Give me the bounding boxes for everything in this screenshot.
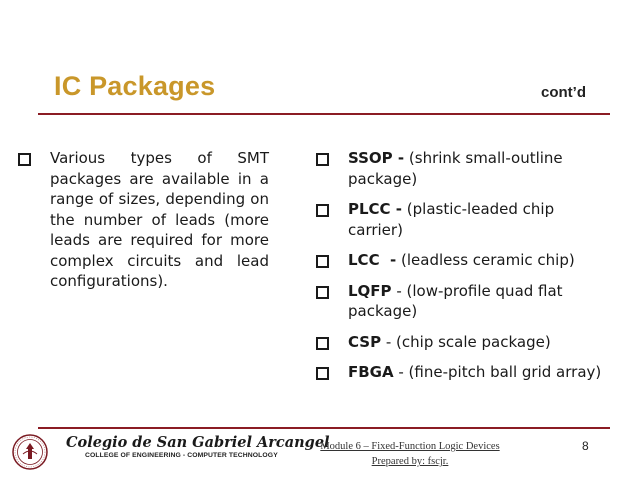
- bullet-item: [316, 199, 608, 240]
- footer-credits: [300, 439, 520, 469]
- bullet-text: [348, 362, 601, 383]
- bullet-item: [316, 148, 608, 189]
- bullet-item: [316, 332, 608, 353]
- package-term: SSOP -: [348, 149, 405, 167]
- right-column: [316, 148, 608, 393]
- bullet-text: [348, 332, 551, 353]
- package-term: LQFP: [348, 281, 392, 300]
- package-term: CSP: [348, 332, 382, 351]
- college-department: COLLEGE OF ENGINEERING - COMPUTER TECHNOLOGY: [85, 452, 278, 459]
- checkbox-bullet-icon: [316, 337, 329, 350]
- bullet-text: Various types of SMT packages are available in a range of sizes, depending on the number of leads (more leads are required for more complex circuits and lead configurations).: [50, 149, 269, 290]
- bullet-text: [348, 250, 575, 271]
- module-line: Module 6 – Fixed-Function Logic Devices: [320, 441, 500, 452]
- package-term: FBGA: [348, 363, 394, 381]
- package-description: - (fine-pitch ball grid array): [393, 363, 602, 381]
- package-term: LCC -: [348, 251, 397, 269]
- top-divider: [38, 113, 610, 115]
- left-column: [18, 148, 270, 302]
- checkbox-bullet-icon: [316, 255, 329, 268]
- package-description: (plastic-leaded chip carrier): [348, 200, 555, 239]
- college-name: Colegio de San Gabriel Arcangel: [66, 434, 330, 451]
- checkbox-bullet-icon: [316, 286, 329, 299]
- bullet-item: [18, 148, 270, 292]
- checkbox-bullet-icon: [316, 204, 329, 217]
- college-branding: [12, 434, 330, 474]
- package-description: - (low-profile quad flat package): [348, 281, 563, 320]
- bullet-text: [348, 199, 608, 240]
- checkbox-bullet-icon: [18, 153, 31, 166]
- package-description: (leadless ceramic chip): [396, 251, 575, 269]
- package-term: PLCC -: [348, 200, 403, 218]
- bullet-item: [316, 250, 608, 271]
- package-description: (shrink small-outline package): [348, 149, 563, 188]
- package-description: - (chip scale package): [381, 332, 551, 351]
- bullet-text: [348, 148, 608, 189]
- college-seal-icon: [12, 434, 48, 470]
- page-number: 8: [582, 439, 589, 453]
- continued-label: cont’d: [541, 84, 586, 101]
- checkbox-bullet-icon: [316, 367, 329, 380]
- slide-title: IC Packages: [54, 71, 216, 101]
- checkbox-bullet-icon: [316, 153, 329, 166]
- bullet-item: [316, 281, 608, 322]
- bullet-item: [316, 362, 608, 383]
- bottom-divider: [38, 427, 610, 429]
- prepared-by-line: Prepared by: fscjr.: [371, 456, 449, 467]
- bullet-text: [348, 281, 608, 322]
